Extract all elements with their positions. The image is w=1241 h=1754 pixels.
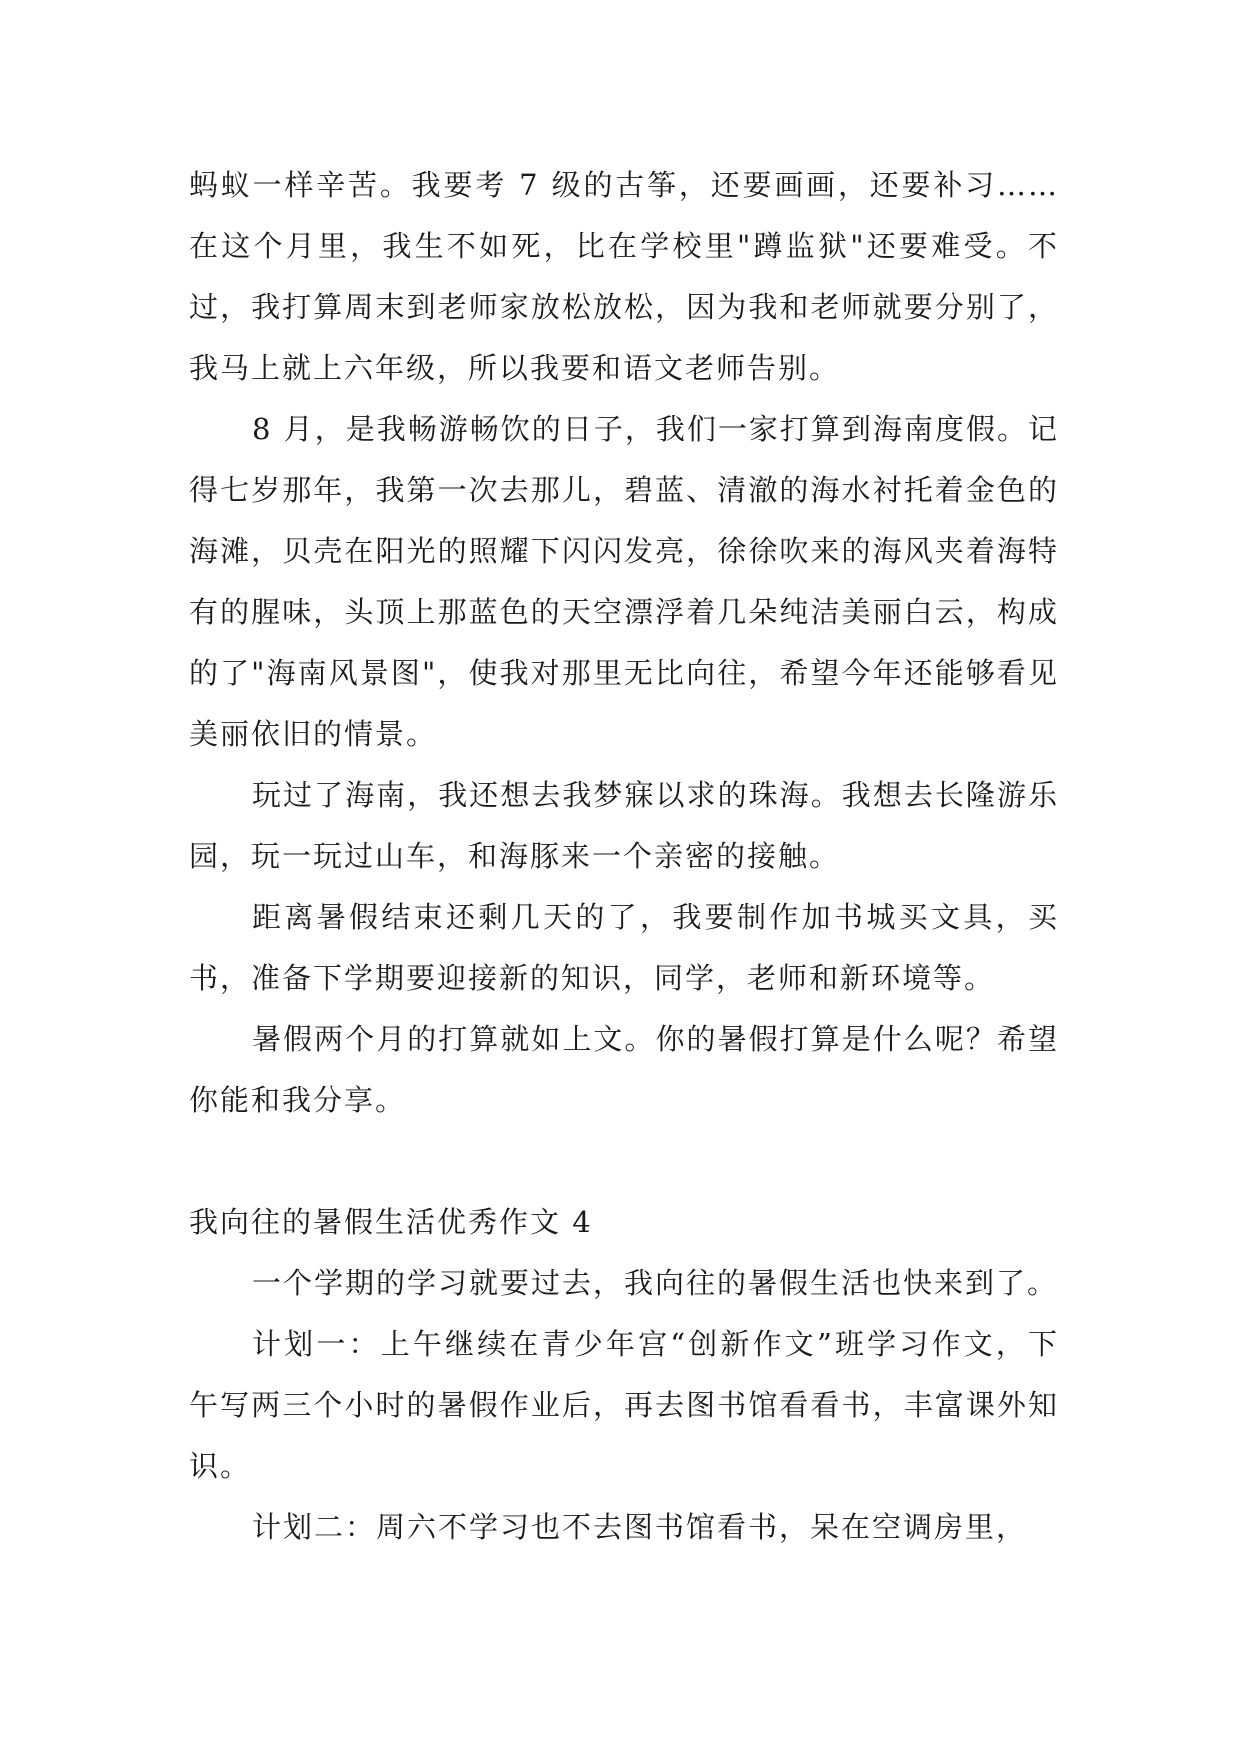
paragraph-end-of-break: 距离暑假结束还剩几天的了，我要制作加书城买文具，买书，准备下学期要迎接新的知识，同学，老师和新环境等。 [189, 900, 1059, 995]
paragraph-plan-two: 计划二：周六不学习也不去图书馆看书，呆在空调房里， [252, 1510, 1028, 1544]
paragraph-august: 8 月，是我畅游畅饮的日子，我们一家打算到海南度假。记得七岁那年，我第一次去那儿，碧蓝、清澈的海水衬托着金色的海滩，贝壳在阳光的照耀下闪闪发亮，徐徐吹来的海风夹着海特有的腥味，头顶上那蓝色的天空漂浮着几朵纯洁美丽白云，构成的了"海南风景图"，使我对那里无比向往，希望今年还能够看见美丽依旧的情景。 [189, 412, 1059, 751]
paragraph-closing: 暑假两个月的打算就如上文。你的暑假打算是什么呢？希望你能和我分享。 [189, 1022, 1059, 1117]
document-body [189, 155, 1059, 1558]
paragraph-zhuhai: 玩过了海南，我还想去我梦寐以求的珠海。我想去长隆游乐园，玩一玩过山车，和海豚来一个亲密的接触。 [189, 778, 1059, 873]
paragraph-intro: 一个学期的学习就要过去，我向往的暑假生活也快来到了。 [252, 1266, 1059, 1300]
paragraph-continuation: 蚂蚁一样辛苦。我要考 7 级的古筝，还要画画，还要补习……在这个月里，我生不如死，比在学校里"蹲监狱"还要难受。不过，我打算周末到老师家放松放松，因为我和老师就要分别了，我马上就上六年级，所以我要和语文老师告别。 [189, 168, 1059, 385]
section-title: 我向往的暑假生活优秀作文 4 [189, 1205, 593, 1239]
section-spacer [189, 1131, 1059, 1192]
paragraph-plan-one: 计划一：上午继续在青少年宫“创新作文”班学习作文，下午写两三个小时的暑假作业后，再去图书馆看看书，丰富课外知识。 [189, 1327, 1059, 1483]
